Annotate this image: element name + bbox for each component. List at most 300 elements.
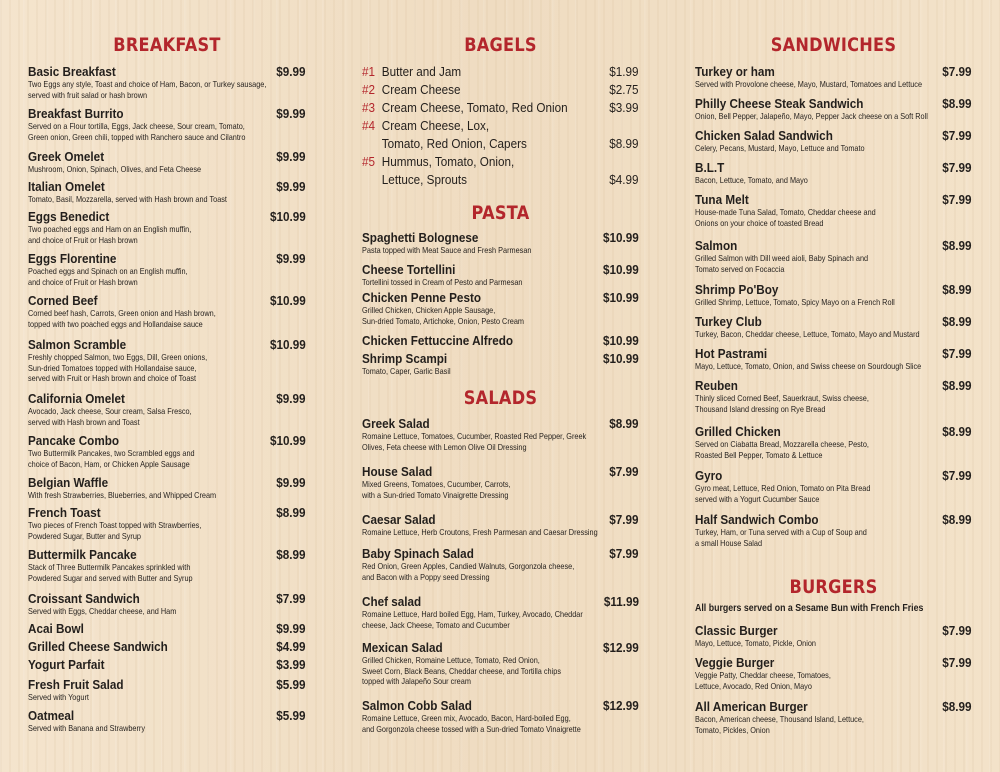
menu-item-price: $7.99 bbox=[276, 591, 306, 606]
menu-item-price: $12.99 bbox=[603, 640, 639, 655]
menu-item-line bbox=[362, 333, 639, 348]
menu-item-price: $5.99 bbox=[276, 708, 306, 723]
bagel-number: #1 bbox=[362, 64, 376, 79]
menu-item-line bbox=[695, 64, 972, 79]
menu-item-name: Fresh Fruit Salad bbox=[28, 677, 124, 692]
menu-item-description: and choice of Fruit or Hash brown bbox=[28, 276, 138, 287]
menu-item bbox=[695, 346, 972, 372]
menu-item-name: Hot Pastrami bbox=[695, 346, 768, 361]
menu-item-line bbox=[28, 657, 306, 672]
menu-item bbox=[28, 106, 306, 142]
menu-item-description: Tomato, Caper, Garlic Basil bbox=[362, 366, 451, 376]
bagel-item-line bbox=[362, 172, 639, 190]
sandwiches-heading: SANDWICHES bbox=[770, 34, 897, 56]
menu-item-line bbox=[695, 128, 972, 143]
menu-item-price: $12.99 bbox=[603, 698, 639, 713]
menu-item-price: $10.99 bbox=[270, 337, 306, 352]
menu-item-description: Corned beef hash, Carrots, Green onion and Hash brown, bbox=[28, 308, 216, 318]
menu-item-description: Tomato, Basil, Mozzarella, served with Hash brown and Toast bbox=[28, 194, 227, 204]
menu-item bbox=[362, 594, 639, 630]
menu-item-description: choice of Bacon, Ham, or Chicken Apple Sausage bbox=[28, 458, 190, 469]
menu-item-line bbox=[695, 699, 972, 714]
menu-item-price: $11.99 bbox=[603, 594, 639, 609]
menu-item-price: $9.99 bbox=[276, 149, 306, 164]
menu-item-price: $8.99 bbox=[942, 424, 972, 439]
menu-item-name: Greek Omelet bbox=[28, 149, 105, 164]
menu-item-description: Served with Provolone cheese, Mayo, Mustard, Tomatoes and Lettuce bbox=[695, 79, 923, 89]
menu-item-price: $7.99 bbox=[942, 623, 972, 638]
menu-item-price: $10.99 bbox=[603, 290, 639, 305]
menu-item-description: Romaine Lettuce, Herb Croutons, Fresh Parmesan and Caesar Dressing bbox=[362, 527, 598, 537]
menu-item-line bbox=[28, 547, 306, 562]
menu-item-name: Turkey Club bbox=[695, 314, 762, 329]
menu-item-name: Pancake Combo bbox=[28, 433, 120, 448]
menu-item-name: Oatmeal bbox=[28, 708, 75, 723]
bagel-item-name bbox=[362, 136, 527, 151]
menu-item-line bbox=[695, 512, 972, 527]
menu-item-description: House-made Tuna Salad, Tomato, Cheddar cheese and bbox=[695, 207, 876, 217]
menu-item bbox=[695, 512, 972, 548]
menu-item-description: Mayo, Lettuce, Tomato, Pickle, Onion bbox=[695, 638, 816, 648]
burgers-subtitle: All burgers served on a Sesame Bun with French Fries bbox=[695, 603, 924, 614]
menu-item bbox=[28, 149, 306, 175]
menu-item-name: Salmon bbox=[695, 238, 738, 253]
menu-item-price: $8.99 bbox=[942, 238, 972, 253]
menu-item-price: $9.99 bbox=[276, 391, 306, 406]
menu-item-description: Onions on your choice of toasted Bread bbox=[695, 217, 824, 228]
menu-item-description: Grilled Chicken, Chicken Apple Sausage, bbox=[362, 305, 496, 315]
menu-item bbox=[695, 96, 972, 122]
menu-item-line bbox=[362, 546, 639, 561]
menu-item-line bbox=[695, 192, 972, 207]
menu-item bbox=[28, 179, 306, 205]
menu-item-description: with a Sun-dried Tomato Vinaigrette Dressing bbox=[362, 489, 509, 500]
menu-item-description: Thousand Island dressing on Rye Bread bbox=[695, 403, 826, 414]
menu-item-line bbox=[28, 677, 306, 692]
bagel-item-name bbox=[362, 118, 489, 133]
menu-item-description: Served with Yogurt bbox=[28, 692, 89, 702]
bagel-item-line bbox=[362, 64, 639, 82]
menu-item-description: cheese, Jack Cheese, Tomato and Cucumber bbox=[362, 619, 510, 630]
menu-item-price: $8.99 bbox=[942, 314, 972, 329]
menu-item bbox=[695, 238, 972, 274]
menu-item-description: Avocado, Jack cheese, Sour cream, Salsa Fresco, bbox=[28, 406, 192, 416]
menu-item-name: Chicken Salad Sandwich bbox=[695, 128, 833, 143]
menu-item-description: Pasta topped with Meat Sauce and Fresh Parmesan bbox=[362, 245, 532, 255]
menu-item-description: and choice of Fruit or Hash brown bbox=[28, 234, 138, 245]
menu-item-name: Belgian Waffle bbox=[28, 475, 109, 490]
menu-item-price: $9.99 bbox=[276, 251, 306, 266]
menu-item-price: $7.99 bbox=[942, 160, 972, 175]
menu-item bbox=[362, 640, 639, 687]
menu-item-line bbox=[695, 623, 972, 638]
menu-item-description: Powdered Sugar, Butter and Syrup bbox=[28, 530, 141, 541]
menu-item-line bbox=[28, 251, 306, 266]
menu-item bbox=[362, 546, 639, 582]
breakfast-heading: BREAKFAST bbox=[113, 34, 221, 56]
salads-heading: SALADS bbox=[463, 387, 538, 409]
menu-item-description: Lettuce, Avocado, Red Onion, Mayo bbox=[695, 680, 812, 691]
menu-item-name: Reuben bbox=[695, 378, 738, 393]
menu-item-line bbox=[28, 106, 306, 121]
menu-item-name: Tuna Melt bbox=[695, 192, 749, 207]
menu-item-name: Grilled Cheese Sandwich bbox=[28, 639, 168, 654]
bagel-item-name bbox=[362, 64, 461, 79]
menu-item-name: Chef salad bbox=[362, 594, 422, 609]
bagel-item-text: Tomato, Red Onion, Capers bbox=[381, 136, 527, 151]
menu-item-line bbox=[695, 160, 972, 175]
menu-item bbox=[695, 699, 972, 735]
menu-item-price: $8.99 bbox=[609, 416, 639, 431]
menu-item-name: Eggs Benedict bbox=[28, 209, 110, 224]
menu-item-name: Buttermilk Pancake bbox=[28, 547, 137, 562]
menu-item bbox=[28, 639, 306, 654]
menu-item bbox=[695, 128, 972, 154]
menu-item-description: Stack of Three Buttermilk Pancakes sprinkled with bbox=[28, 562, 191, 572]
menu-item-description: Green onion, Green chili, topped with Ranchero sauce and Cilantro bbox=[28, 131, 246, 142]
menu-item-price: $8.99 bbox=[942, 699, 972, 714]
menu-item-description: a small House Salad bbox=[695, 537, 763, 548]
menu-item-price: $8.99 bbox=[942, 96, 972, 111]
menu-item-description: Sweet Corn, Black Beans, Cheddar cheese, and Tortilla chips bbox=[362, 665, 561, 676]
menu-item-line bbox=[695, 96, 972, 111]
bagel-item-text: Cream Cheese bbox=[381, 82, 461, 97]
menu-item-description: Red Onion, Green Apples, Candied Walnuts, Gorgonzola cheese, bbox=[362, 561, 575, 571]
menu-item bbox=[695, 623, 972, 649]
menu-item-name: B.L.T bbox=[695, 160, 725, 175]
menu-item-line bbox=[28, 433, 306, 448]
menu-item-price: $7.99 bbox=[942, 192, 972, 207]
menu-item-price: $10.99 bbox=[270, 293, 306, 308]
menu-item-description: Turkey, Ham, or Tuna served with a Cup of Soup and bbox=[695, 527, 867, 537]
menu-item-line bbox=[362, 698, 639, 713]
menu-item-name: Half Sandwich Combo bbox=[695, 512, 819, 527]
menu-item bbox=[695, 378, 972, 414]
menu-item-line bbox=[28, 179, 306, 194]
menu-item-name: Eggs Florentine bbox=[28, 251, 117, 266]
menu-item-description: Powdered Sugar and served with Butter and Syrup bbox=[28, 572, 193, 583]
menu-item-description: Celery, Pecans, Mustard, Mayo, Lettuce and Tomato bbox=[695, 143, 865, 153]
menu-item-name: Italian Omelet bbox=[28, 179, 105, 194]
menu-item-description: Two Eggs any style, Toast and choice of Ham, Bacon, or Turkey sausage, bbox=[28, 79, 267, 89]
bagel-item-text: Butter and Jam bbox=[381, 64, 462, 79]
menu-item-line bbox=[28, 621, 306, 636]
menu-item-description: Onion, Bell Pepper, Jalapeño, Mayo, Pepper Jack cheese on a Soft Roll bbox=[695, 111, 928, 121]
menu-item-description: Bacon, American cheese, Thousand Island, Lettuce, bbox=[695, 714, 864, 724]
menu-item-price: $7.99 bbox=[609, 464, 639, 479]
menu-item-line bbox=[695, 378, 972, 393]
menu-item-description: Served with Banana and Strawberry bbox=[28, 723, 146, 733]
bagel-item-name bbox=[362, 154, 514, 169]
bagel-item bbox=[362, 154, 639, 190]
menu-item bbox=[28, 433, 306, 469]
bagel-item-line bbox=[362, 136, 639, 154]
menu-item-description: served with a Yogurt Cucumber Sauce bbox=[695, 493, 820, 504]
menu-item bbox=[362, 290, 639, 326]
bagel-item-line bbox=[362, 154, 639, 172]
bagel-item-line bbox=[362, 118, 639, 136]
menu-item-description: Grilled Salmon with Dill weed aioli, Baby Spinach and bbox=[695, 253, 869, 263]
menu-item-line bbox=[28, 639, 306, 654]
menu-item-name: Mexican Salad bbox=[362, 640, 443, 655]
burgers-heading: BURGERS bbox=[789, 576, 878, 598]
menu-item-description: Served on Ciabatta Bread, Mozzarella cheese, Pesto, bbox=[695, 439, 869, 449]
menu-item-description: served with Hash brown and Toast bbox=[28, 416, 140, 427]
menu-item-name: Baby Spinach Salad bbox=[362, 546, 474, 561]
pasta-heading: PASTA bbox=[471, 202, 530, 224]
menu-item-name: Grilled Chicken bbox=[695, 424, 781, 439]
menu-item-price: $10.99 bbox=[603, 333, 639, 348]
menu-item-description: Two pieces of French Toast topped with Strawberries, bbox=[28, 520, 202, 530]
bagel-item-price: $3.99 bbox=[609, 100, 639, 115]
menu-item-description: Tomato, Pickles, Onion bbox=[695, 724, 770, 735]
menu-item-description: Served on a Flour tortilla, Eggs, Jack cheese, Sour cream, Tomato, bbox=[28, 121, 245, 131]
menu-item bbox=[695, 468, 972, 504]
menu-item-description: Grilled Shrimp, Lettuce, Tomato, Spicy Mayo on a French Roll bbox=[695, 297, 895, 307]
menu-item-price: $10.99 bbox=[270, 433, 306, 448]
menu-item-line bbox=[28, 708, 306, 723]
menu-item bbox=[28, 657, 306, 672]
menu-item bbox=[695, 314, 972, 340]
menu-item-line bbox=[28, 293, 306, 308]
bagel-item bbox=[362, 100, 639, 118]
menu-item bbox=[695, 424, 972, 460]
menu-item-name: Chicken Fettuccine Alfredo bbox=[362, 333, 514, 348]
menu-item-line bbox=[28, 505, 306, 520]
menu-item-name: California Omelet bbox=[28, 391, 125, 406]
menu-item-description: Gyro meat, Lettuce, Red Onion, Tomato on Pita Bread bbox=[695, 483, 871, 493]
bagel-item-price: $4.99 bbox=[609, 172, 639, 187]
menu-item-name: Basic Breakfast bbox=[28, 64, 116, 79]
menu-item-line bbox=[695, 468, 972, 483]
menu-item-price: $9.99 bbox=[276, 106, 306, 121]
menu-item-price: $8.99 bbox=[276, 547, 306, 562]
menu-item bbox=[28, 209, 306, 245]
menu-item-description: Tortellini tossed in Cream of Pesto and Parmesan bbox=[362, 277, 523, 287]
menu-item-description: Mayo, Lettuce, Tomato, Onion, and Swiss cheese on Sourdough Slice bbox=[695, 361, 922, 371]
menu-item-price: $10.99 bbox=[603, 262, 639, 277]
menu-item bbox=[695, 282, 972, 308]
menu-item-line bbox=[28, 591, 306, 606]
menu-item-line bbox=[695, 655, 972, 670]
menu-item bbox=[695, 64, 972, 90]
bagel-item-text: Hummus, Tomato, Onion, bbox=[381, 154, 515, 169]
bagel-item-price: $2.75 bbox=[609, 82, 639, 97]
menu-item-price: $9.99 bbox=[276, 475, 306, 490]
menu-item-price: $10.99 bbox=[270, 209, 306, 224]
menu-item-description: Freshly chopped Salmon, two Eggs, Dill, Green onions, bbox=[28, 352, 208, 362]
menu-item-description: Sun-dried Tomatoes topped with Hollandaise sauce, bbox=[28, 362, 197, 373]
menu-item-description: Bacon, Lettuce, Tomato, and Mayo bbox=[695, 175, 808, 185]
menu-item-line bbox=[362, 594, 639, 609]
menu-item-price: $3.99 bbox=[276, 657, 306, 672]
menu-item-description: Two Buttermilk Pancakes, two Scrambled eggs and bbox=[28, 448, 195, 458]
menu-item-line bbox=[362, 230, 639, 245]
menu-item-name: Shrimp Scampi bbox=[362, 351, 448, 366]
bagel-number: #5 bbox=[362, 154, 376, 169]
menu-item-description: and Gorgonzola cheese tossed with a Sun-dried Tomato Vinaigrette bbox=[362, 723, 581, 734]
menu-item-price: $7.99 bbox=[942, 128, 972, 143]
menu-item-name: Cheese Tortellini bbox=[362, 262, 456, 277]
menu-item bbox=[695, 192, 972, 228]
menu-item-description: Sun-dried Tomato, Artichoke, Onion, Pesto Cream bbox=[362, 315, 524, 326]
menu-item-name: Greek Salad bbox=[362, 416, 430, 431]
bagel-number: #3 bbox=[362, 100, 376, 115]
menu-item-description: topped with two poached eggs and Hollandaise sauce bbox=[28, 318, 203, 329]
bagel-item-text: Cream Cheese, Tomato, Red Onion bbox=[381, 100, 568, 115]
menu-item bbox=[28, 251, 306, 287]
menu-item bbox=[28, 621, 306, 636]
menu-item-line bbox=[362, 262, 639, 277]
menu-item-description: topped with Jalapeño Sour cream bbox=[362, 676, 471, 686]
menu-item bbox=[362, 230, 639, 256]
menu-item-line bbox=[28, 391, 306, 406]
menu-item-line bbox=[362, 464, 639, 479]
menu-item bbox=[362, 333, 639, 348]
menu-item-price: $10.99 bbox=[603, 351, 639, 366]
menu-item-description: Served with Eggs, Cheddar cheese, and Ham bbox=[28, 606, 177, 616]
bagel-item-name bbox=[362, 100, 568, 115]
menu-item-name: Spaghetti Bolognese bbox=[362, 230, 479, 245]
menu-item-name: Corned Beef bbox=[28, 293, 98, 308]
menu-item-name: Breakfast Burrito bbox=[28, 106, 124, 121]
menu-item-price: $7.99 bbox=[942, 64, 972, 79]
menu-item-price: $9.99 bbox=[276, 64, 306, 79]
menu-item-line bbox=[28, 64, 306, 79]
menu-item-line bbox=[28, 475, 306, 490]
bagel-item-line bbox=[362, 82, 639, 100]
menu-item-description: Grilled Chicken, Romaine Lettuce, Tomato, Red Onion, bbox=[362, 655, 540, 665]
menu-item-description: Romaine Lettuce, Green mix, Avocado, Bacon, Hard-boiled Egg, bbox=[362, 713, 571, 723]
menu-item-name: Salmon Scramble bbox=[28, 337, 127, 352]
menu-item-name: Gyro bbox=[695, 468, 723, 483]
menu-item bbox=[28, 64, 306, 100]
menu-item bbox=[362, 351, 639, 377]
menu-item bbox=[695, 160, 972, 186]
menu-item bbox=[28, 505, 306, 541]
menu-item-name: Turkey or ham bbox=[695, 64, 775, 79]
menu-item-price: $7.99 bbox=[942, 346, 972, 361]
bagel-item bbox=[362, 118, 639, 154]
menu-item bbox=[28, 293, 306, 329]
menu-item-description: Poached eggs and Spinach on an English muffin, bbox=[28, 266, 188, 276]
menu-item bbox=[362, 512, 639, 538]
menu-item-name: Classic Burger bbox=[695, 623, 778, 638]
menu-item bbox=[362, 698, 639, 734]
menu-item bbox=[362, 416, 639, 452]
menu-item bbox=[362, 464, 639, 500]
menu-item-line bbox=[695, 282, 972, 297]
bagel-item-text: Cream Cheese, Lox, bbox=[381, 118, 490, 133]
menu-item-price: $10.99 bbox=[603, 230, 639, 245]
menu-item-name: Chicken Penne Pesto bbox=[362, 290, 481, 305]
menu-item-description: and Bacon with a Poppy seed Dressing bbox=[362, 571, 490, 582]
menu-item-price: $9.99 bbox=[276, 621, 306, 636]
menu-item-description: Roasted Bell Pepper, Tomato & Lettuce bbox=[695, 449, 823, 460]
menu-item-description: Mixed Greens, Tomatoes, Cucumber, Carrots, bbox=[362, 479, 511, 489]
menu-item bbox=[28, 391, 306, 427]
menu-item-line bbox=[362, 416, 639, 431]
menu-item-description: Veggie Patty, Cheddar cheese, Tomatoes, bbox=[695, 670, 831, 680]
menu-item bbox=[362, 262, 639, 288]
menu-item-name: Caesar Salad bbox=[362, 512, 436, 527]
bagel-item bbox=[362, 82, 639, 100]
menu-item-description: served with fruit salad or hash brown bbox=[28, 89, 148, 100]
menu-item bbox=[28, 677, 306, 703]
menu-item-name: Acai Bowl bbox=[28, 621, 84, 636]
menu-item-line bbox=[695, 424, 972, 439]
menu-item-price: $8.99 bbox=[942, 378, 972, 393]
bagel-number: #2 bbox=[362, 82, 376, 97]
bagel-item-name bbox=[362, 172, 467, 187]
menu-item-price: $5.99 bbox=[276, 677, 306, 692]
menu-item-line bbox=[695, 238, 972, 253]
menu-item-price: $9.99 bbox=[276, 179, 306, 194]
bagels-heading: BAGELS bbox=[464, 34, 537, 56]
menu-item-description: Romaine Lettuce, Hard boiled Egg, Ham, Turkey, Avocado, Cheddar bbox=[362, 609, 583, 619]
menu-item-line bbox=[362, 351, 639, 366]
menu-item bbox=[28, 337, 306, 384]
menu-item-name: House Salad bbox=[362, 464, 433, 479]
menu-item-name: Salmon Cobb Salad bbox=[362, 698, 472, 713]
menu-item-description: With fresh Strawberries, Blueberries, and Whipped Cream bbox=[28, 490, 217, 500]
bagel-item-price: $8.99 bbox=[609, 136, 639, 151]
menu-item-name: Croissant Sandwich bbox=[28, 591, 140, 606]
menu-item-description: Two poached eggs and Ham on an English muffin, bbox=[28, 224, 192, 234]
menu-item-line bbox=[362, 290, 639, 305]
menu-item-line bbox=[695, 346, 972, 361]
menu-item-name: All American Burger bbox=[695, 699, 808, 714]
menu-item-description: served with Fruit or Hash brown and choice of Toast bbox=[28, 373, 197, 383]
bagel-item-line bbox=[362, 100, 639, 118]
menu-item-line bbox=[28, 149, 306, 164]
menu-item bbox=[28, 708, 306, 734]
menu-item-name: Philly Cheese Steak Sandwich bbox=[695, 96, 864, 111]
menu-item-line bbox=[362, 512, 639, 527]
bagel-number: #4 bbox=[362, 118, 376, 133]
menu-item bbox=[28, 475, 306, 501]
menu-item-line bbox=[362, 640, 639, 655]
menu-item-line bbox=[28, 337, 306, 352]
menu-item-name: French Toast bbox=[28, 505, 101, 520]
menu-item bbox=[28, 591, 306, 617]
menu-item-price: $8.99 bbox=[276, 505, 306, 520]
menu-item-price: $8.99 bbox=[942, 512, 972, 527]
menu-item-line bbox=[28, 209, 306, 224]
bagel-item-price: $1.99 bbox=[609, 64, 639, 79]
menu-item-name: Yogurt Parfait bbox=[28, 657, 105, 672]
menu-item-description: Olives, Feta cheese with Lemon Olive Oil Dressing bbox=[362, 441, 527, 452]
bagel-item bbox=[362, 64, 639, 82]
menu-item-description: Mushroom, Onion, Spinach, Olives, and Feta Cheese bbox=[28, 164, 202, 174]
bagel-item-name bbox=[362, 82, 460, 97]
menu-item-price: $7.99 bbox=[942, 655, 972, 670]
menu-item-price: $7.99 bbox=[609, 512, 639, 527]
menu-item bbox=[28, 547, 306, 583]
menu-item-description: Turkey, Bacon, Cheddar cheese, Lettuce, Tomato, Mayo and Mustard bbox=[695, 329, 920, 339]
menu-item-price: $7.99 bbox=[942, 468, 972, 483]
menu-item-line bbox=[695, 314, 972, 329]
menu-item-price: $7.99 bbox=[609, 546, 639, 561]
menu-item-price: $8.99 bbox=[942, 282, 972, 297]
menu-item-description: Romaine Lettuce, Tomatoes, Cucumber, Roasted Red Pepper, Greek bbox=[362, 431, 587, 441]
menu-item-name: Shrimp Po'Boy bbox=[695, 282, 779, 297]
menu-item-name: Veggie Burger bbox=[695, 655, 775, 670]
bagel-item-text: Lettuce, Sprouts bbox=[381, 172, 468, 187]
menu-item bbox=[695, 655, 972, 691]
menu-item-price: $4.99 bbox=[276, 639, 306, 654]
menu-item-description: Tomato served on Focaccia bbox=[695, 263, 785, 274]
